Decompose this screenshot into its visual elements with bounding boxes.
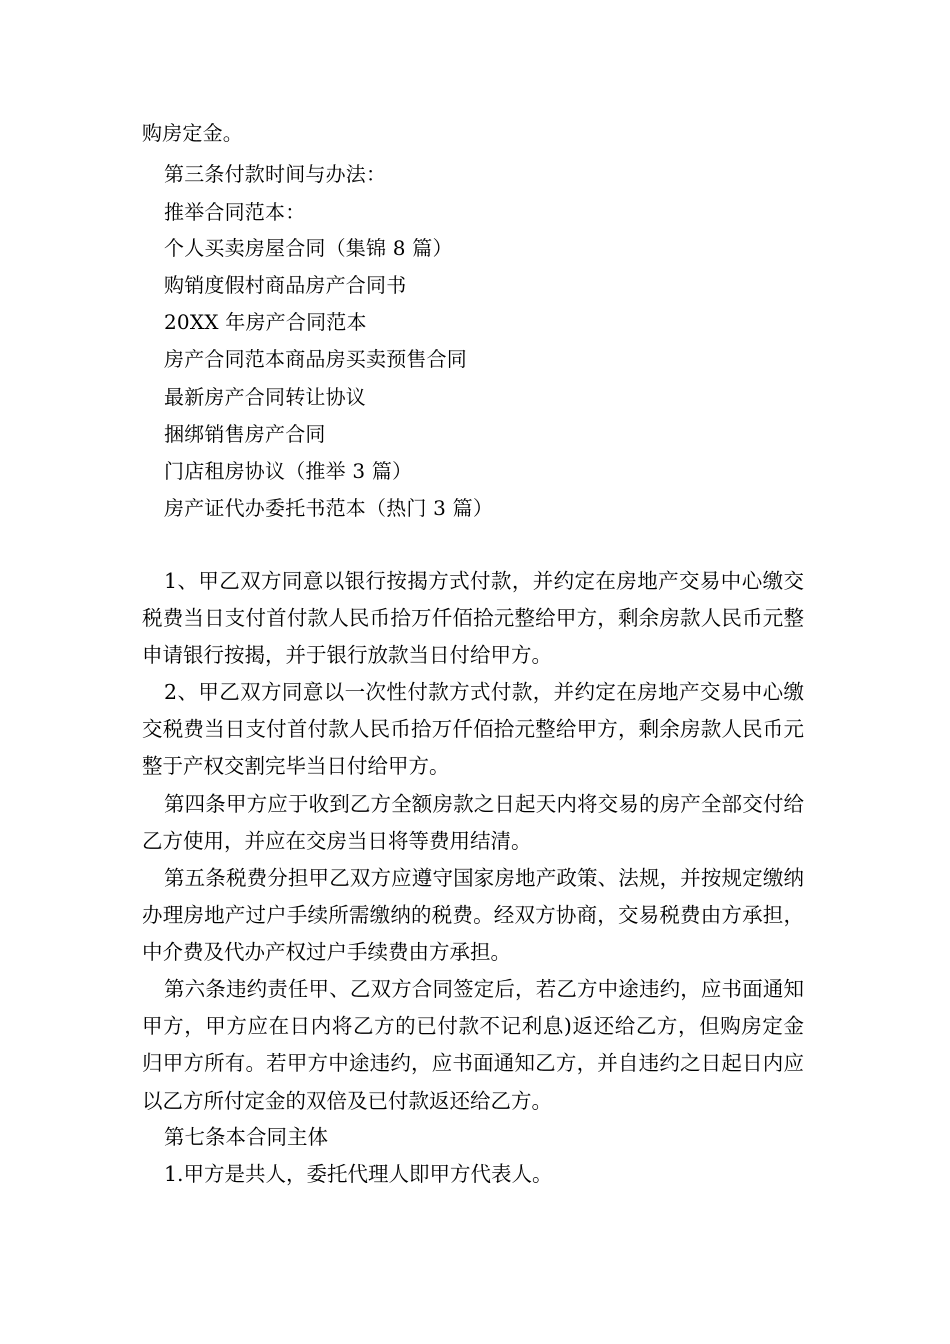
paragraph-party-a: 1.甲方是共人，委托代理人即甲方代表人。 — [164, 1162, 553, 1186]
related-link-1[interactable]: 个人买卖房屋合同（集锦 8 篇） — [164, 236, 453, 260]
related-link-3[interactable]: 20XX 年房产合同范本 — [164, 310, 367, 334]
text-line-deposit: 购房定金。 — [142, 121, 243, 145]
related-link-6[interactable]: 捆绑销售房产合同 — [164, 422, 326, 446]
related-link-8[interactable]: 房产证代办委托书范本（热门 3 篇） — [164, 496, 494, 520]
paragraph-article-5: 第五条税费分担甲乙双方应遵守国家房地产政策、法规，并按规定缴纳办理房地产过户手续所需缴纳的税费。经双方协商，交易税费由方承担，中介费及代办产权过户手续费由方承担。 — [142, 866, 804, 965]
text-line-recommend: 推举合同范本： — [164, 200, 306, 224]
related-link-7[interactable]: 门店租房协议（推举 3 篇） — [164, 459, 413, 483]
paragraph-clause-2: 2、甲乙双方同意以一次性付款方式付款，并约定在房地产交易中心缴交税费当日支付首付款人民币拾万仟佰拾元整给甲方，剩余房款人民币元整于产权交割完毕当日付给甲方。 — [142, 680, 804, 779]
related-link-5[interactable]: 最新房产合同转让协议 — [164, 385, 366, 409]
related-link-4[interactable]: 房产合同范本商品房买卖预售合同 — [164, 347, 467, 371]
paragraph-article-7: 第七条本合同主体 — [164, 1125, 328, 1149]
paragraph-clause-1: 1、甲乙双方同意以银行按揭方式付款，并约定在房地产交易中心缴交税费当日支付首付款人民币拾万仟佰拾元整给甲方，剩余房款人民币元整申请银行按揭，并于银行放款当日付给甲方。 — [142, 569, 804, 668]
text-line-article-3: 第三条付款时间与办法： — [164, 162, 387, 186]
related-link-2[interactable]: 购销度假村商品房产合同书 — [164, 273, 407, 297]
paragraph-article-6: 第六条违约责任甲、乙双方合同签定后，若乙方中途违约，应书面通知甲方，甲方应在日内将乙方的已付款不记利息)返还给乙方，但购房定金归甲方所有。若甲方中途违约，应书面通知乙方，并自违约之日起日内应以乙方所付定金的双倍及已付款返还给乙方。 — [142, 977, 804, 1113]
paragraph-article-4: 第四条甲方应于收到乙方全额房款之日起天内将交易的房产全部交付给乙方使用，并应在交房当日将等费用结清。 — [142, 792, 804, 854]
